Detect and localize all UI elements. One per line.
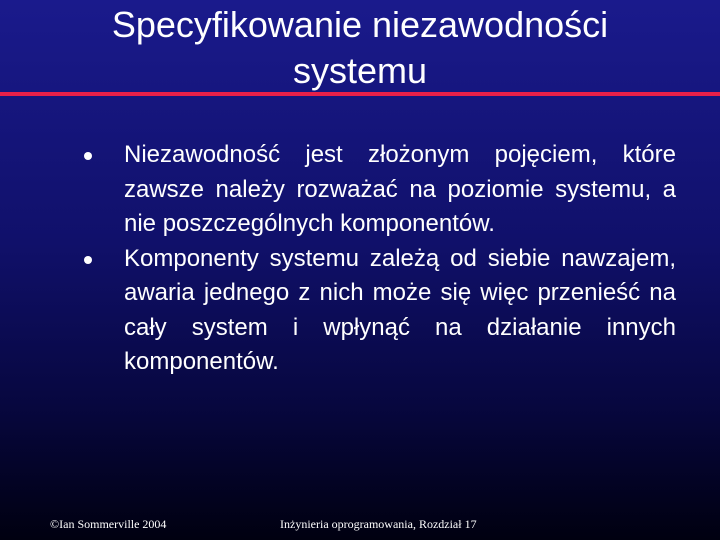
- slide-title: [20, 2, 700, 94]
- bullet-list: [0, 138, 720, 380]
- bullet-text: Komponenty systemu zależą od siebie nawzajem, awaria jednego z nich może się więc przenieść na cały system i wpłynąć na działanie innych komponentów.: [124, 244, 676, 375]
- slide-title-line-1: Specyfikowanie niezawodności: [111, 4, 609, 45]
- bullet-dot-icon: [84, 152, 92, 160]
- title-divider: [0, 92, 720, 96]
- bullet-dot-icon: [84, 256, 92, 264]
- bullet-item: [0, 242, 720, 380]
- footer-copyright: ©Ian Sommerville 2004: [50, 517, 167, 531]
- bullet-text: Niezawodność jest złożonym pojęciem, które zawsze należy rozważać na poziomie systemu, a nie poszczególnych komponentów.: [124, 141, 676, 237]
- slide-title-line-2: systemu: [292, 50, 428, 91]
- footer-course-chapter: Inżynieria oprogramowania, Rozdział 17: [280, 517, 477, 531]
- bullet-item: [0, 138, 720, 242]
